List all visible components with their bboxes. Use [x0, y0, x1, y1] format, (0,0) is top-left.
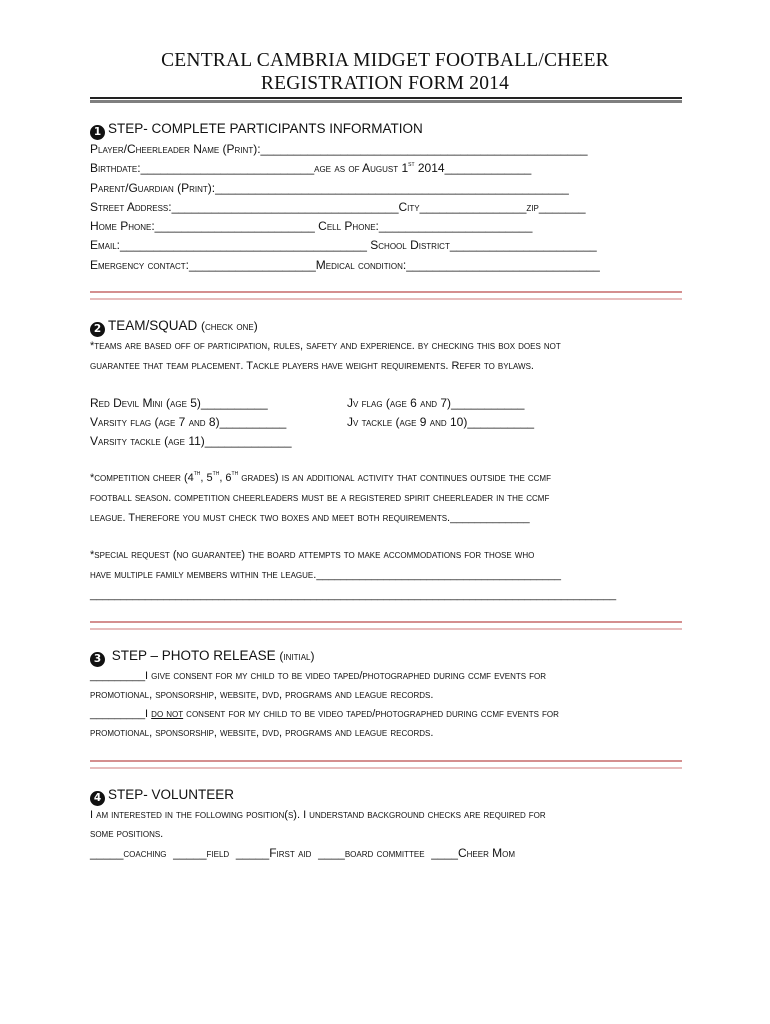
volunteer-positions-fields[interactable]: _____coaching _____field _____First aid ____board committee ____Cheer Mom — [90, 846, 516, 860]
competition-cheer-field[interactable]: league. Therefore you must check two boxes and meet both requirements._____________ — [90, 512, 530, 524]
step1-heading — [90, 121, 423, 140]
number-2-icon: 2 — [90, 322, 105, 337]
step3-title: STEP – PHOTO RELEASE — [111, 648, 276, 663]
step2-title: TEAM/SQUAD — [108, 318, 198, 333]
varsity-flag-option[interactable]: Varsity flag (age 7 and 8)__________ — [90, 415, 287, 429]
photo-consent-field[interactable]: _________I give consent for my child to be video taped/photographed during ccmf events for — [90, 670, 547, 682]
special-request-field-cont[interactable]: ______________________________________________________________________________________ — [90, 589, 617, 601]
player-name-field[interactable]: Player/Cheerleader Name (Print):_________________________________________________ — [90, 142, 588, 156]
special-request-field[interactable]: have multiple family members within the league.________________________________________ — [90, 569, 562, 581]
no-consent-text: consent for my child to be video taped/photographed during ccmf events for — [183, 708, 559, 720]
comp-text-4: grades) is an additional activity that continues outside the ccmf — [238, 472, 551, 484]
varsity-tackle-option[interactable]: Varsity tackle (age 11)_____________ — [90, 434, 292, 448]
volunteer-note-line2: some positions. — [90, 828, 164, 840]
competition-cheer-line1 — [90, 470, 551, 486]
team-note-line2: guarantee that team placement. Tackle players have weight requirements. Refer to bylaws. — [90, 360, 534, 372]
section-divider-1 — [90, 291, 682, 300]
age-label: age as of August 1 — [314, 161, 409, 175]
competition-cheer-line2: football season. competition cheerleaders must be a registered spirit cheerleader in the ccmf — [90, 492, 550, 504]
no-consent-blank: _________I — [90, 708, 152, 720]
step1-title: STEP- COMPLETE PARTICIPANTS INFORMATION — [108, 121, 423, 136]
special-request-line1: *special request (no guarantee) the board attempts to make accommodations for those who — [90, 549, 535, 561]
comp-ordinal-4: th — [193, 470, 201, 477]
number-3-icon: 3 — [90, 652, 105, 667]
jv-tackle-option[interactable]: Jv tackle (age 9 and 10)__________ — [347, 415, 535, 429]
number-4-icon: 4 — [90, 791, 105, 806]
birthdate-field[interactable]: Birthdate:__________________________ — [90, 161, 315, 175]
comp-text-3: , 6 — [219, 472, 232, 484]
step4-title: STEP- VOLUNTEER — [108, 787, 235, 802]
step3-title-note: (initial) — [279, 649, 315, 663]
emergency-medical-fields[interactable]: Emergency contact:___________________Medical condition:_____________________________ — [90, 258, 600, 272]
birthdate-age-row — [90, 160, 531, 176]
step4-heading — [90, 787, 234, 806]
form-title-line1: CENTRAL CAMBRIA MIDGET FOOTBALL/CHEER — [161, 50, 609, 71]
jv-flag-option[interactable]: Jv flag (age 6 and 7)___________ — [347, 396, 525, 410]
number-1-icon: 1 — [90, 125, 105, 140]
age-field[interactable]: 2014_____________ — [414, 161, 532, 175]
photo-no-consent-field[interactable] — [90, 706, 559, 722]
age-ordinal: st — [408, 161, 415, 168]
volunteer-note-line1: I am interested in the following position(s). I understand background checks are required for — [90, 809, 546, 821]
team-note-line1: *teams are based off of participation, rules, safety and experience. by checking this box does not — [90, 340, 561, 352]
form-title-line2: REGISTRATION FORM 2014 — [260, 73, 510, 94]
comp-text-2: , 5 — [200, 472, 213, 484]
red-devil-mini-option[interactable]: Red Devil Mini (age 5)__________ — [90, 396, 268, 410]
comp-text-1: *competition cheer (4 — [90, 472, 194, 484]
step2-heading — [90, 318, 258, 337]
step3-heading — [90, 648, 314, 667]
phone-fields[interactable]: Home Phone:________________________ Cell Phone:_______________________ — [90, 219, 533, 233]
comp-ordinal-5: th — [212, 470, 220, 477]
parent-guardian-field[interactable]: Parent/Guardian (Print):_____________________________________________________ — [90, 181, 569, 195]
email-school-fields[interactable]: Email:_____________________________________ School District______________________ — [90, 238, 597, 252]
photo-consent-line2: promotional, sponsorship, website, dvd, programs and league records. — [90, 689, 434, 701]
step2-title-note: (check one) — [201, 319, 258, 333]
section-divider-2 — [90, 621, 682, 630]
photo-no-consent-line2: promotional, sponsorship, website, dvd, programs and league records. — [90, 727, 434, 739]
no-consent-emphasis: do not — [151, 708, 184, 720]
street-address-field[interactable]: Street Address:__________________________________City________________zip_______ — [90, 200, 586, 214]
title-divider — [90, 97, 682, 103]
comp-ordinal-6: th — [231, 470, 239, 477]
section-divider-3 — [90, 760, 682, 769]
